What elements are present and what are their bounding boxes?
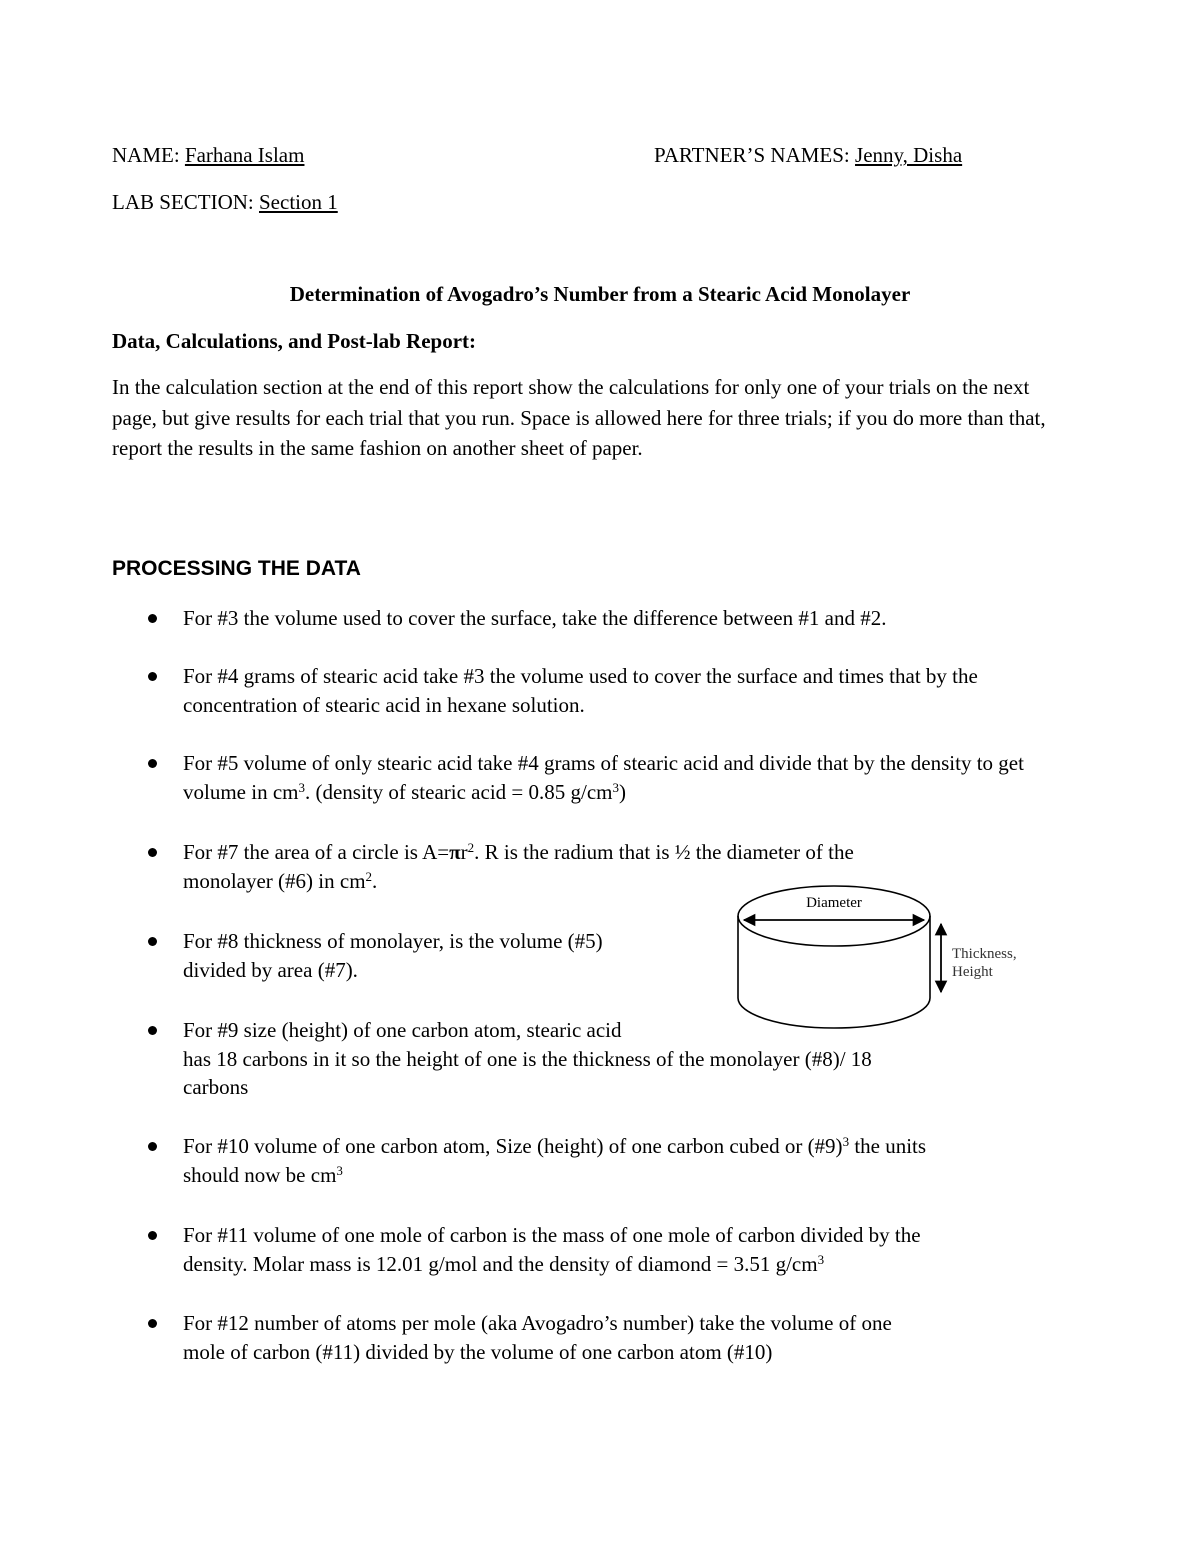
intro-paragraph: In the calculation section at the end of this report show the calculations for only one of your trials on the next page, but give results for each trial that you run. Space is allowed here for three trials; if you do more than that, report the results in the same fashion on another sheet of paper. — [112, 375, 1046, 460]
section-line — [112, 190, 338, 215]
bullet-marker — [148, 614, 157, 623]
pi-symbol: π — [449, 840, 461, 864]
bullet-marker — [148, 1026, 157, 1035]
bullet-text: For #11 volume of one mole of carbon is the mass of one mole of carbon divided by the — [183, 1223, 921, 1247]
superscript: 3 — [336, 1162, 343, 1178]
bullet-marker — [148, 937, 157, 946]
partner-line — [654, 143, 962, 168]
bullet-text: . R is the radium that is ½ the diameter of the — [474, 840, 854, 864]
bullet-text: ) — [619, 779, 626, 804]
superscript: 3 — [612, 779, 619, 795]
bullet-text: For #5 volume of only stearic acid take #4 grams of stearic acid and divide that by the density to get volume in cm — [183, 751, 1024, 804]
cylinder-diagram — [730, 880, 1030, 1040]
document-subtitle: Data, Calculations, and Post-lab Report: — [112, 329, 477, 353]
thickness-label: Thickness, — [952, 946, 1017, 962]
name-label: NAME: — [112, 143, 185, 167]
bullet-marker — [148, 1142, 157, 1151]
bullet-text: For #10 volume of one carbon atom, Size (height) of one carbon cubed or (#9) — [183, 1134, 843, 1158]
document-title: Determination of Avogadro’s Number from a Stearic Acid Monolayer — [289, 282, 911, 306]
partner-label: PARTNER’S NAMES: — [654, 143, 856, 167]
bullet-item-4 — [183, 662, 1063, 719]
bullet-marker — [148, 848, 157, 857]
bullet-item-10 — [183, 1132, 1063, 1189]
superscript: 3 — [298, 779, 305, 795]
bullet-text: r — [460, 840, 468, 864]
bullet-text: . (density of stearic acid = 0.85 g/cm — [304, 779, 613, 804]
superscript: 3 — [842, 1134, 850, 1149]
bullet-text: mole of carbon (#11) divided by the volume of one carbon atom (#10) — [183, 1339, 773, 1364]
bullet-item-5 — [183, 749, 1063, 806]
bullet-marker — [148, 672, 157, 681]
height-label: Height — [952, 964, 993, 980]
bullet-item-11 — [183, 1221, 1063, 1278]
bullet-text: For #8 thickness of monolayer, is the volume (#5) — [183, 929, 603, 953]
bullet-text: For #4 grams of stearic acid take #3 the volume used to cover the surface and times that by the concentration of stearic acid in hexane solution. — [183, 664, 978, 717]
bullet-marker — [148, 759, 157, 768]
section-label: LAB SECTION: — [112, 190, 259, 214]
bullet-text: For #3 the volume used to cover the surface, take the difference between #1 and #2. — [183, 606, 887, 630]
bullet-text: should now be cm — [183, 1162, 337, 1187]
processing-heading: PROCESSING THE DATA — [112, 557, 361, 580]
bullet-marker — [148, 1319, 157, 1328]
bullet-text: carbons — [183, 1075, 249, 1099]
section-value: Section 1 — [259, 190, 338, 214]
bullet-text: monolayer (#6) in cm — [183, 868, 366, 893]
bullet-text: has 18 carbons in it so the height of one is the thickness of the monolayer (#8)/ 18 — [183, 1046, 872, 1071]
bullet-marker — [148, 1231, 157, 1240]
bullet-item-3 — [183, 604, 1063, 633]
bullet-text: divided by area (#7). — [183, 957, 358, 982]
partner-names: Jenny, Disha — [855, 143, 963, 167]
bullet-text: For #7 the area of a circle is A= — [183, 840, 450, 864]
cylinder-bottom-arc — [738, 998, 930, 1028]
bullet-text: the units — [849, 1134, 927, 1158]
bullet-text: . — [372, 868, 378, 893]
bullet-text: density. Molar mass is 12.01 g/mol and the density of diamond = 3.51 g/cm — [183, 1251, 818, 1276]
name-line — [112, 143, 304, 168]
student-name: Farhana Islam — [184, 143, 305, 167]
bullet-text: For #9 size (height) of one carbon atom, stearic acid — [183, 1018, 622, 1042]
bullet-text: For #12 number of atoms per mole (aka Avogadro’s number) take the volume of one — [183, 1311, 892, 1335]
superscript: 2 — [467, 840, 475, 855]
superscript: 2 — [365, 868, 373, 884]
diameter-label: Diameter — [806, 895, 862, 911]
bullet-item-12 — [183, 1309, 1063, 1366]
bullet-item-8 — [183, 927, 703, 984]
superscript: 3 — [817, 1251, 825, 1267]
